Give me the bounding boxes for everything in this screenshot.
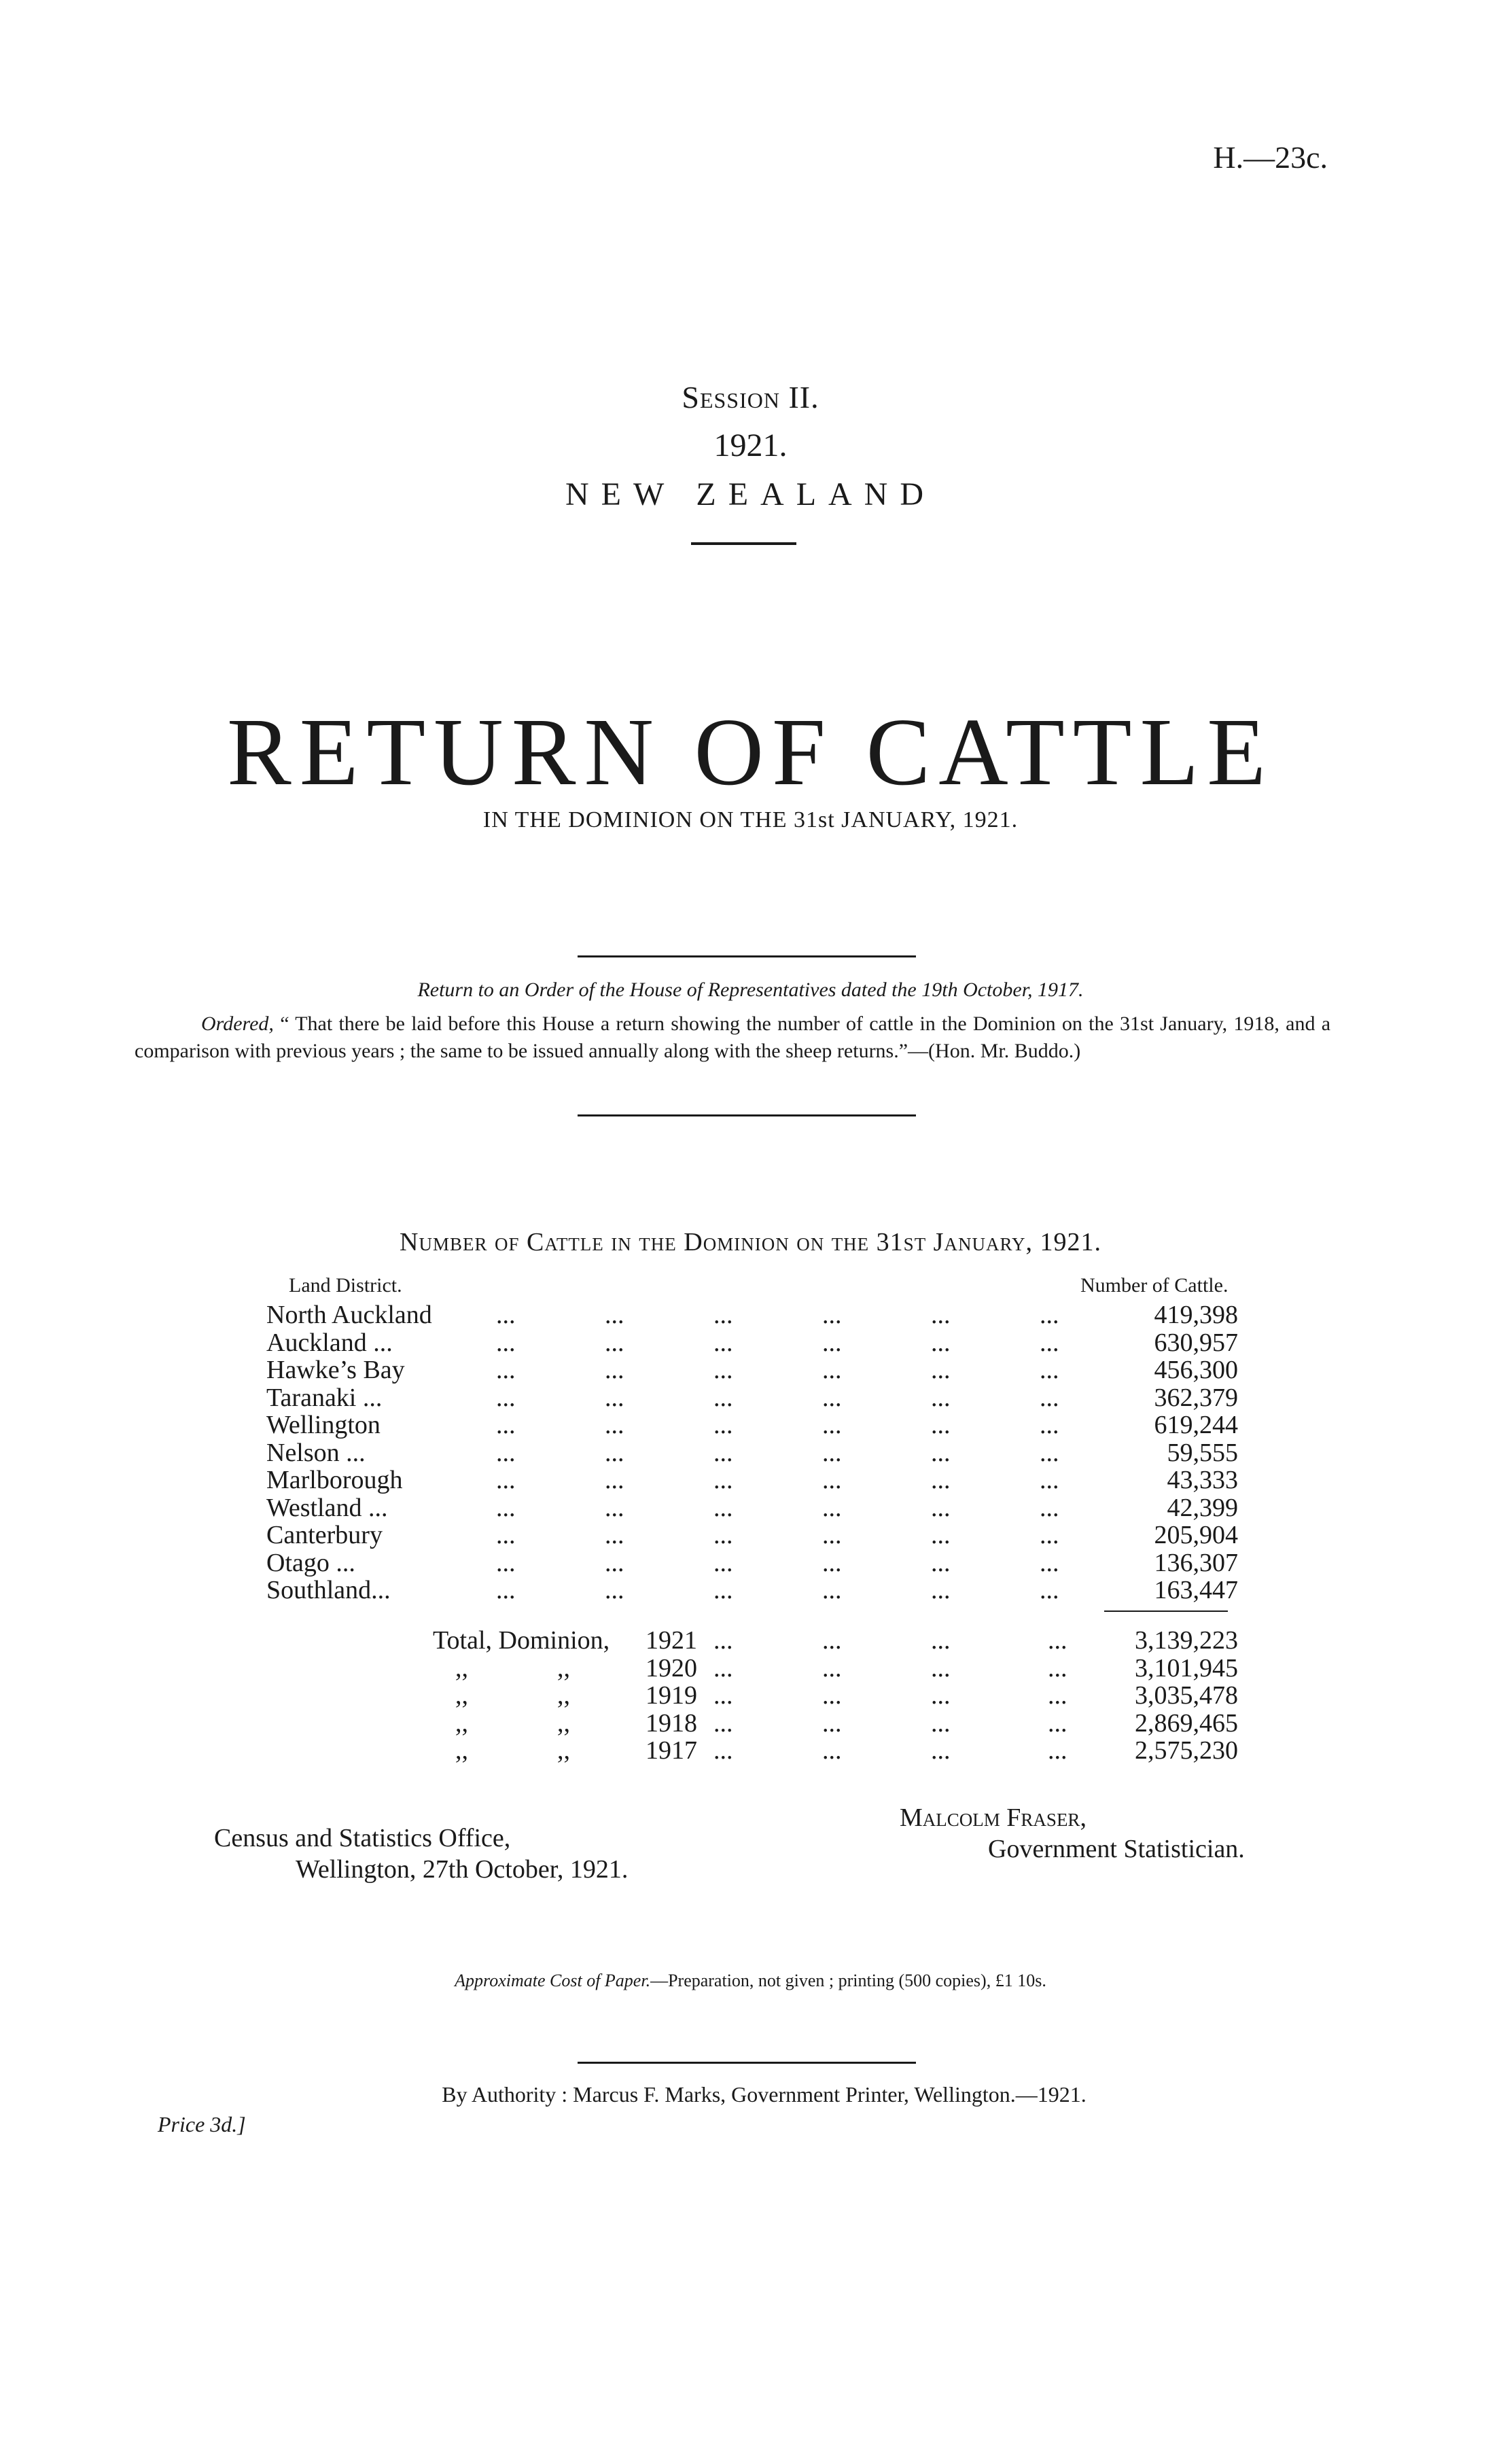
district-name: Nelson ... <box>266 1438 366 1467</box>
totals-table <box>266 1625 1238 1763</box>
table-row: Nelson ... ... ... ... ... ... ... 59,555 <box>266 1438 1238 1467</box>
cattle-table <box>266 1300 1238 1603</box>
page-subtitle: IN THE DOMINION ON THE 31st JANUARY, 1921. <box>482 807 1019 832</box>
district-name: Marlborough <box>266 1466 403 1494</box>
totals-value: 3,101,945 <box>1135 1653 1238 1683</box>
signatory-title: Government Statistician. <box>988 1835 1245 1863</box>
totals-row: ,, ,, 1917 ... ... ... ... 2,575,230 <box>455 1736 1238 1765</box>
district-name: North Auckland <box>266 1301 432 1329</box>
totals-year: 1920 <box>646 1653 697 1683</box>
authority-divider <box>578 2062 916 2064</box>
table-row: Hawke’s Bay ... ... ... ... ... ... 456,300 <box>266 1356 1238 1384</box>
totals-year: 1918 <box>646 1708 697 1738</box>
table-row: Southland... ... ... ... ... ... ... 163,447 <box>266 1576 1238 1604</box>
district-name: Wellington <box>266 1411 381 1439</box>
totals-value: 2,869,465 <box>1135 1708 1238 1738</box>
ditto-mark: ,, <box>455 1708 468 1738</box>
totals-row: ,, ,, 1920 ... ... ... ... 3,101,945 <box>455 1653 1238 1683</box>
ditto-mark: ,, <box>557 1708 570 1738</box>
ditto-mark: ,, <box>455 1681 468 1710</box>
table-row: Auckland ... ... ... ... ... ... ... 630,957 <box>266 1328 1238 1357</box>
signature-block <box>900 1802 1245 1865</box>
ditto-mark: ,, <box>455 1653 468 1683</box>
column-header-number-of-cattle: Number of Cattle. <box>1080 1274 1229 1297</box>
district-name: Westland ... <box>266 1493 388 1522</box>
office-block <box>214 1823 628 1885</box>
return-order-line: Return to an Order of the House of Representatives dated the 19th October, 1917. <box>417 979 1084 1001</box>
price-note: Price 3d.] <box>158 2112 246 2136</box>
cattle-count: 619,244 <box>1154 1411 1238 1439</box>
cost-label: Approximate Cost of Paper. <box>455 1971 651 1990</box>
ditto-mark: ,, <box>557 1681 570 1710</box>
cattle-count: 163,447 <box>1154 1576 1238 1604</box>
ditto-mark: ,, <box>557 1653 570 1683</box>
table-row: Marlborough ... ... ... ... ... ... 43,333 <box>266 1466 1238 1494</box>
cattle-count: 456,300 <box>1154 1356 1238 1384</box>
totals-row: Total, Dominion, 1921 ... ... ... ... 3,139,223 <box>433 1626 1238 1655</box>
cattle-count: 42,399 <box>1167 1493 1238 1522</box>
totals-value: 2,575,230 <box>1135 1736 1238 1765</box>
totals-year: 1917 <box>646 1736 697 1765</box>
district-name: Hawke’s Bay <box>266 1356 405 1384</box>
cattle-count: 419,398 <box>1154 1301 1238 1329</box>
ordered-paragraph <box>135 1010 1330 1065</box>
ordered-label: Ordered, <box>201 1013 274 1035</box>
ditto-mark: ,, <box>455 1736 468 1765</box>
district-name: Otago ... <box>266 1548 355 1577</box>
totals-label: Total, Dominion, <box>433 1626 610 1655</box>
printer-authority: By Authority : Marcus F. Marks, Government Printer, Wellington.—1921. <box>442 2082 1087 2107</box>
cattle-count: 43,333 <box>1167 1466 1238 1494</box>
district-name: Taranaki ... <box>266 1383 383 1412</box>
totals-year: 1921 <box>646 1626 697 1655</box>
office-date-line: Wellington, 27th October, 1921. <box>296 1855 629 1884</box>
ditto-mark: ,, <box>557 1736 570 1765</box>
ordered-text: “ That there be laid before this House a return showing the number of cattle in the Dominion on the 31st January, 1918, and a comparison with previous years ; the same to be issued annually along with the sheep returns.”—(Hon. Mr. Buddo.) <box>135 1013 1331 1062</box>
table-row: Westland ... ... ... ... ... ... ... 42,399 <box>266 1493 1238 1522</box>
table-row: Wellington ... ... ... ... ... ... 619,244 <box>266 1411 1238 1439</box>
cattle-count: 136,307 <box>1154 1548 1238 1577</box>
cattle-count: 59,555 <box>1167 1438 1238 1467</box>
cattle-count: 362,379 <box>1154 1383 1238 1412</box>
cattle-count: 205,904 <box>1154 1521 1238 1549</box>
sum-rule <box>1104 1611 1228 1612</box>
table-row: North Auckland ... ... ... ... ... ... 419,398 <box>266 1301 1238 1329</box>
signatory-name: Malcolm Fraser, <box>900 1803 1087 1832</box>
district-name: Auckland ... <box>266 1328 393 1357</box>
district-name: Southland... <box>266 1576 391 1604</box>
country-name: NEW ZEALAND <box>565 476 936 512</box>
district-name: Canterbury <box>266 1521 383 1549</box>
totals-row: ,, ,, 1919 ... ... ... ... 3,035,478 <box>455 1681 1238 1710</box>
session-label: Session II. <box>682 380 819 415</box>
cattle-count: 630,957 <box>1154 1328 1238 1357</box>
office-line: Census and Statistics Office, <box>214 1824 511 1852</box>
table-row: Taranaki ... ... ... ... ... ... ... 362,379 <box>266 1383 1238 1412</box>
order-divider-top <box>578 955 916 957</box>
cost-text: —Preparation, not given ; printing (500 copies), £1 10s. <box>650 1971 1046 1990</box>
order-divider-bottom <box>578 1114 916 1116</box>
column-header-land-district: Land District. <box>289 1274 402 1297</box>
cost-note <box>0 1971 1501 1991</box>
table-row: Canterbury ... ... ... ... ... ... 205,904 <box>266 1521 1238 1549</box>
totals-value: 3,139,223 <box>1135 1626 1238 1655</box>
masthead-divider <box>691 542 796 545</box>
session-year: 1921. <box>713 427 788 463</box>
page-title: RETURN OF CATTLE <box>227 698 1274 805</box>
totals-year: 1919 <box>646 1681 697 1710</box>
table-row: Otago ... ... ... ... ... ... ... 136,307 <box>266 1548 1238 1577</box>
totals-row: ,, ,, 1918 ... ... ... ... 2,869,465 <box>455 1708 1238 1738</box>
table-title: Number of Cattle in the Dominion on the 31st January, 1921. <box>400 1228 1101 1256</box>
document-reference-code: H.—23c. <box>1213 140 1328 175</box>
totals-value: 3,035,478 <box>1135 1681 1238 1710</box>
